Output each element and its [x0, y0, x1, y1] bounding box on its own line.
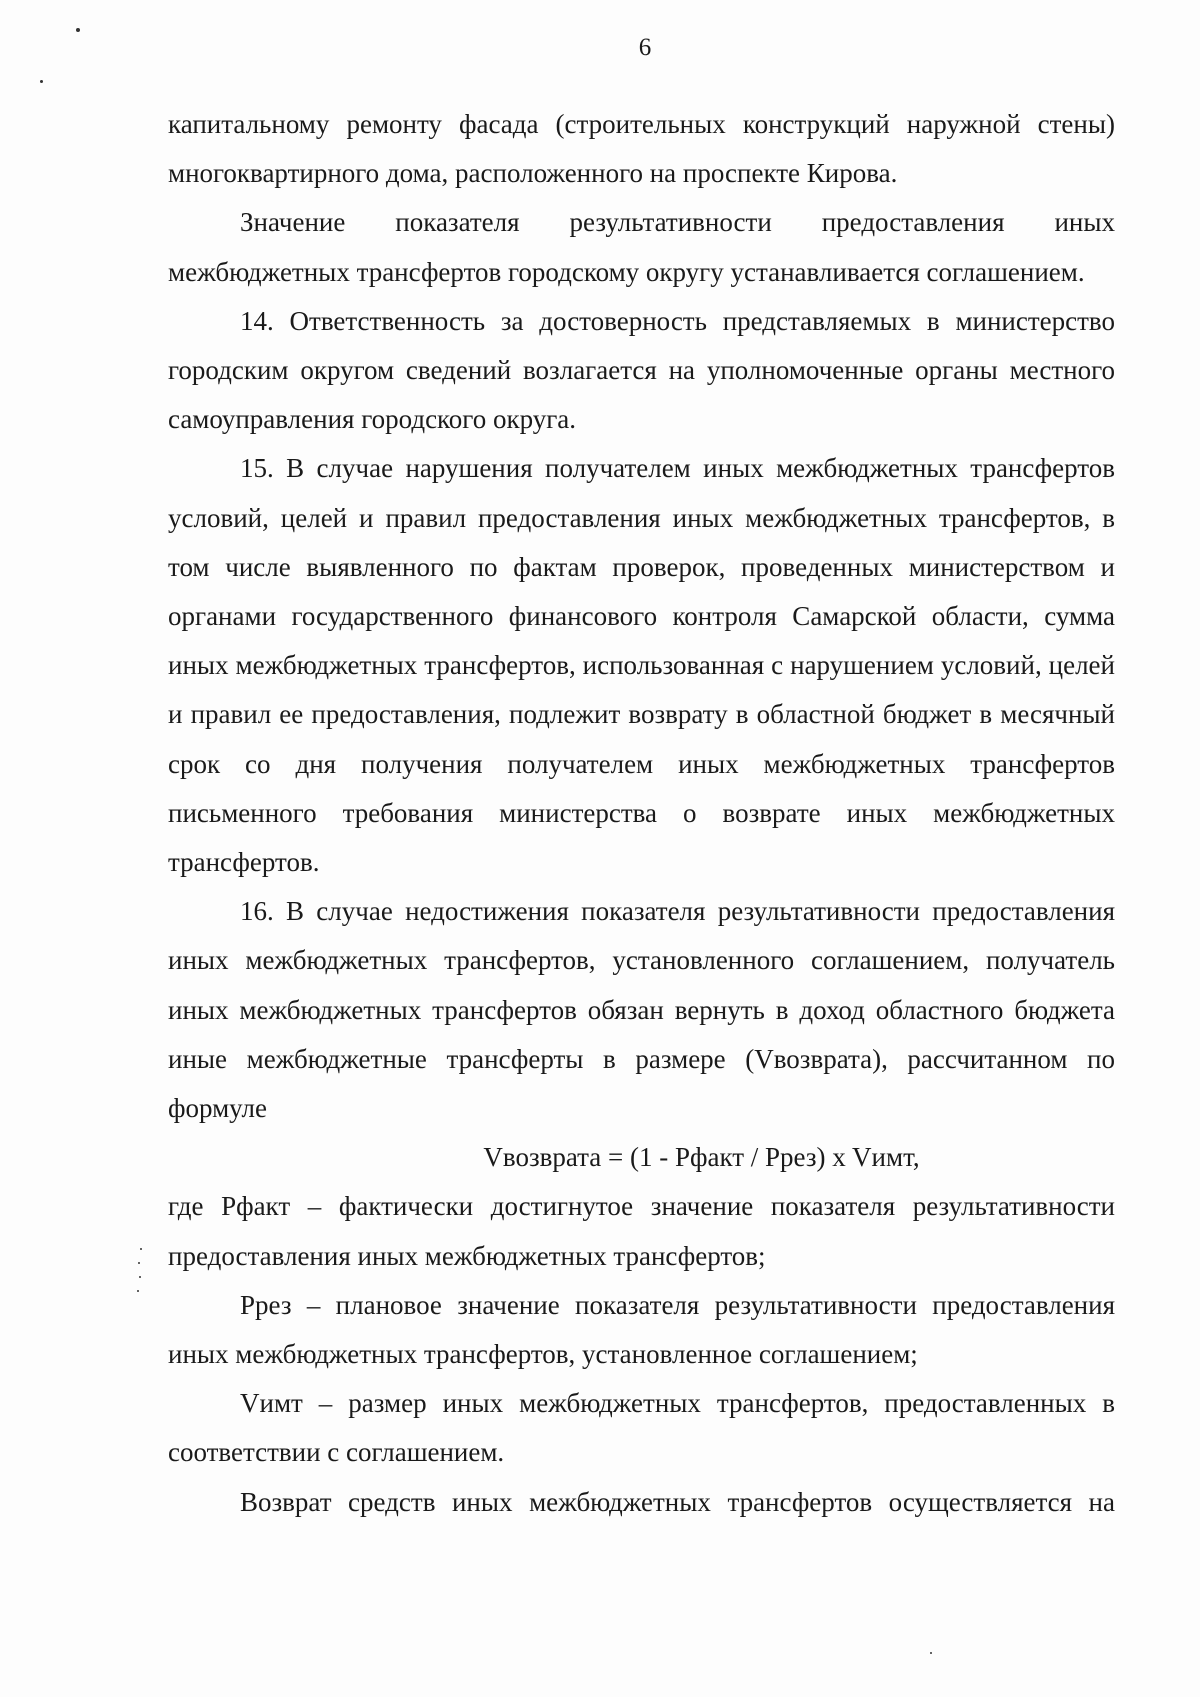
formula: Vвозврата = (1 - Рфакт / Ррез) x Vимт,: [483, 1142, 920, 1173]
paragraph-return-funds: Возврат средств иных межбюджетных трансфертов осуществляется на: [240, 1486, 1115, 1517]
scan-speck: [930, 1652, 932, 1654]
scan-speck: [138, 1262, 140, 1264]
paragraph-vimt-definition: Vимт – размер иных межбюджетных трансфертов, предоставленных в соответствии с соглашением.: [168, 1388, 1115, 1468]
paragraph-14: 14. Ответственность за достоверность представляемых в министерство городским округом сведений возлагается на уполномоченные органы местного самоуправления городского округа.: [168, 305, 1115, 435]
paragraph-15: 15. В случае нарушения получателем иных межбюджетных трансфертов условий, целей и правил предоставления иных межбюджетных трансфертов, в том числе выявленного по фактам проверок, проведенных министерством и органами государственного финансового контроля Самарской области, сумма иных межбюджетных трансфертов, использованная с нарушением условий, целей и правил ее предоставления, подлежит возврату в областной бюджет в месячный срок со дня получения получателем иных межбюджетных трансфертов письменного требования министерства о возврате иных межбюджетных трансфертов.: [168, 453, 1115, 878]
paragraph-continuation: капитальному ремонту фасада (строительных конструкций наружной стены) многоквартирного дома, расположенного на проспекте Кирова.: [168, 109, 1115, 189]
paragraph-indicator-value: Значение показателя результативности предоставления иных межбюджетных трансфертов городскому округу устанавливается соглашением.: [168, 207, 1115, 287]
scan-speck: [139, 1276, 141, 1278]
paragraph-rfakt-definition: где Рфакт – фактически достигнутое значение показателя результативности предоставления иных межбюджетных трансфертов;: [168, 1191, 1115, 1271]
document-body: [168, 100, 1115, 1527]
paragraph-rrez-definition: Ррез – плановое значение показателя результативности предоставления иных межбюджетных трансфертов, установленное соглашением;: [168, 1289, 1115, 1370]
scan-speck: [76, 28, 80, 32]
scan-speck: [137, 1290, 139, 1292]
page-number: 6: [638, 34, 652, 61]
scan-speck: [140, 1248, 142, 1250]
paragraph-16: 16. В случае недостижения показателя результативности предоставления иных межбюджетных трансфертов, установленного соглашением, получатель иных межбюджетных трансфертов обязан вернуть в доход областного бюджета иные межбюджетные трансферты в размере (Vвозврата), рассчитанном по формуле: [168, 896, 1115, 1124]
scan-speck: [40, 80, 43, 83]
